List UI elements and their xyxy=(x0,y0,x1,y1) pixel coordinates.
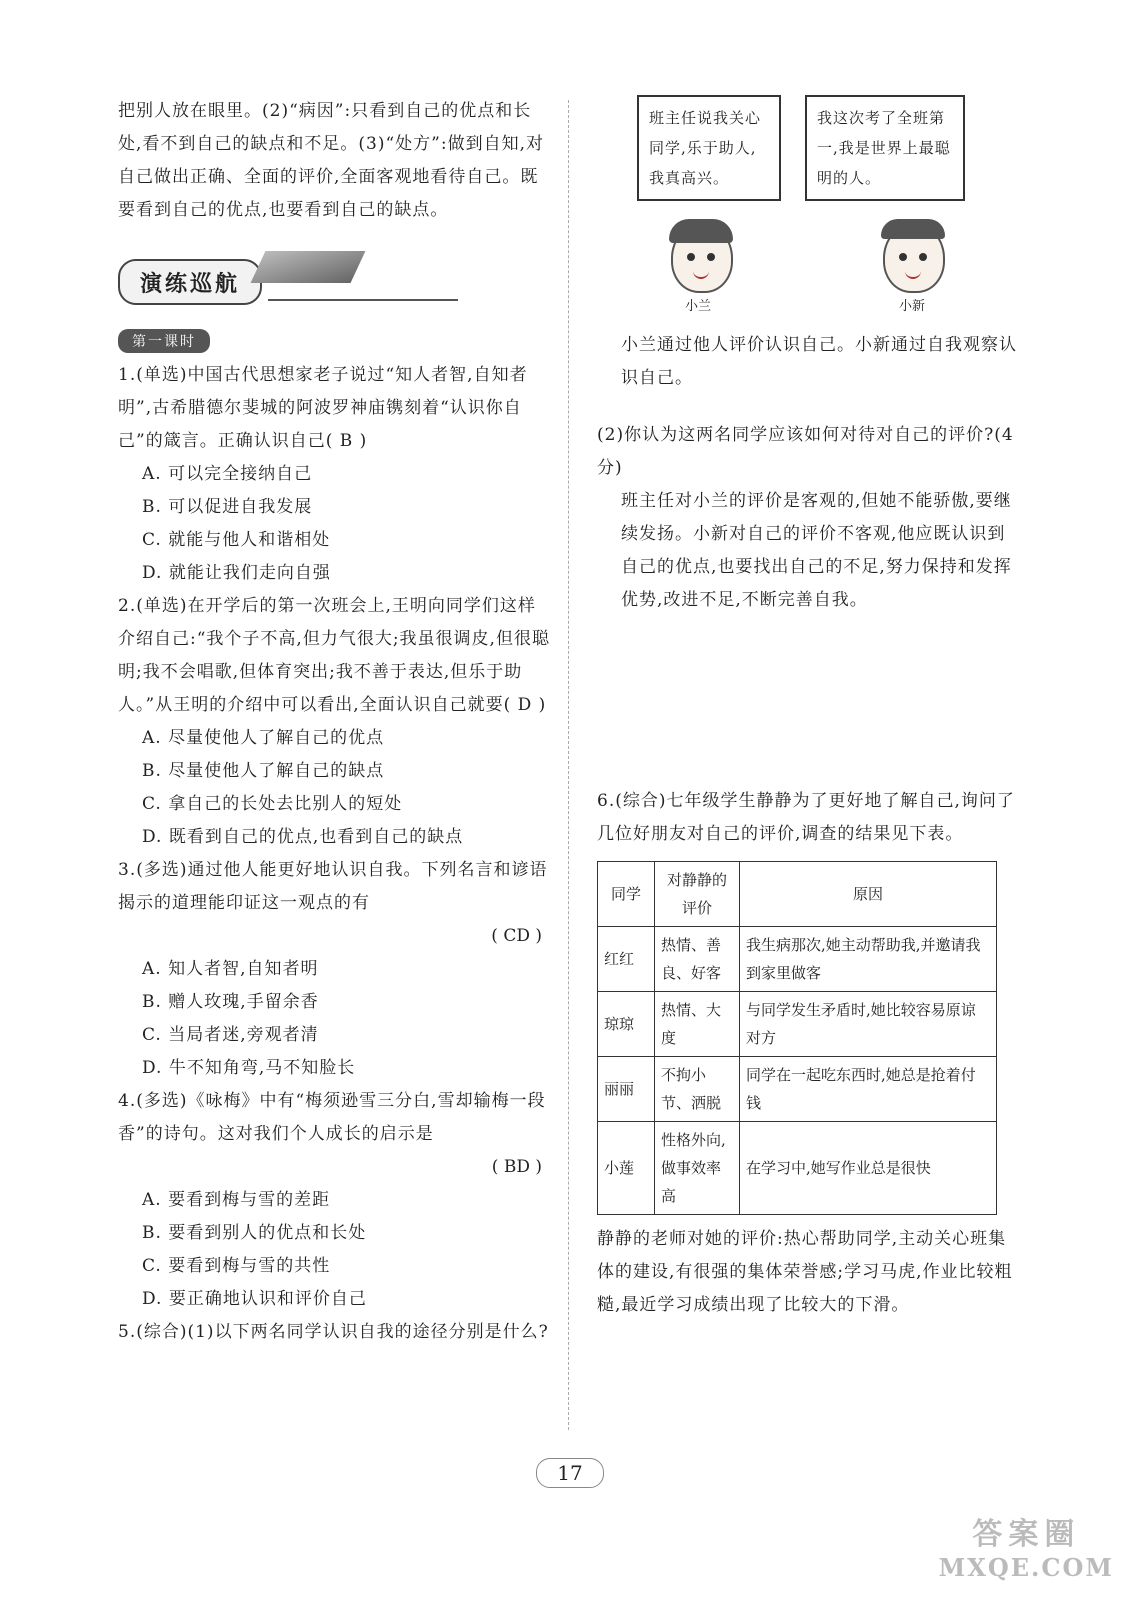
left-column xyxy=(118,95,550,1349)
option-c: C. 当局者迷,旁观者清 xyxy=(142,1025,319,1045)
cell-name: 小莲 xyxy=(598,1122,655,1215)
cell-name: 丽丽 xyxy=(598,1057,655,1122)
banner-underline xyxy=(268,299,458,301)
option-b: B. 要看到别人的优点和长处 xyxy=(142,1223,367,1243)
question-6: 6.(综合)七年级学生静静为了更好地了解自己,询问了几位好朋友对自己的评价,调查的结果见下表。 xyxy=(597,791,1015,844)
answer-5-1: 小兰通过他人评价认识自己。小新通过自我观察认识自己。 xyxy=(621,335,1017,388)
watermark-logo xyxy=(939,1509,1114,1582)
table-row xyxy=(598,927,997,992)
cell-reason: 我生病那次,她主动帮助我,并邀请我到家里做客 xyxy=(740,927,997,992)
intro-paragraph: 把别人放在眼里。(2)“病因”:只看到自己的优点和长处,看不到自己的缺点和不足。(3)“处方”:做到自知,对自己做出正确、全面的评价,全面客观地看待自己。既要看到自己的优点,也要看到自己的缺点。 xyxy=(118,101,544,220)
right-column xyxy=(597,95,1017,1322)
caption-xiaoxin: 小新 xyxy=(899,299,926,314)
cell-evaluation: 热情、善良、好客 xyxy=(655,927,740,992)
option-a: A. 要看到梅与雪的差距 xyxy=(142,1190,331,1210)
option-b: B. 尽量使他人了解自己的缺点 xyxy=(142,761,385,781)
option-a: A. 知人者智,自知者明 xyxy=(142,959,319,979)
cell-reason: 同学在一起吃东西时,她总是抢着付钱 xyxy=(740,1057,997,1122)
question-stem: 4.(多选)《咏梅》中有“梅须逊雪三分白,雪却输梅一段香”的诗句。这对我们个人成长的启示是 xyxy=(118,1091,546,1144)
table-row xyxy=(598,1057,997,1122)
evaluation-table xyxy=(597,861,997,1215)
teacher-evaluation: 静静的老师对她的评价:热心帮助同学,主动关心班集体的建设,有很强的集体荣誉感;学习马虎,作业比较粗糙,最近学习成绩出现了比较大的下滑。 xyxy=(597,1229,1013,1315)
question-stem: 2.(单选)在开学后的第一次班会上,王明向同学们这样介绍自己:“我个子不高,但力气很大;我虽很调皮,但很聪明;我不会唱歌,但体育突出;我不善于表达,但乐于助人。”从王明的介绍中可以看出,全面认识自己就要( D ) xyxy=(118,596,550,715)
cell-reason: 在学习中,她写作业总是很快 xyxy=(740,1122,997,1215)
boy-face-icon xyxy=(883,223,945,293)
section-banner xyxy=(118,251,550,313)
column-divider xyxy=(568,100,569,1430)
speech-bubble-xiaoxin: 我这次考了全班第一,我是世界上最聪明的人。 xyxy=(805,95,965,201)
option-b: B. 可以促进自我发展 xyxy=(142,497,313,517)
page-number-label: 17 xyxy=(536,1458,603,1488)
option-c: C. 就能与他人和谐相处 xyxy=(142,530,331,550)
cell-name: 红红 xyxy=(598,927,655,992)
banner-title: 演练巡航 xyxy=(118,259,262,305)
lesson-badge: 第一课时 xyxy=(118,329,210,353)
question-1 xyxy=(118,359,550,590)
option-a: A. 可以完全接纳自己 xyxy=(142,464,313,484)
caption-xiaolan: 小兰 xyxy=(685,299,712,314)
page-number xyxy=(0,1458,1140,1488)
option-c: C. 要看到梅与雪的共性 xyxy=(142,1256,331,1276)
cell-name: 琼琼 xyxy=(598,992,655,1057)
cell-evaluation: 不拘小节、洒脱 xyxy=(655,1057,740,1122)
option-d: D. 既看到自己的优点,也看到自己的缺点 xyxy=(142,827,464,847)
question-5: 5.(综合)(1)以下两名同学认识自我的途径分别是什么? xyxy=(118,1322,549,1342)
option-d: D. 要正确地认识和评价自己 xyxy=(142,1289,367,1309)
question-5-2: (2)你认为这两名同学应该如何对待对自己的评价?(4分) xyxy=(597,425,1014,478)
option-c: C. 拿自己的长处去比别人的短处 xyxy=(142,794,403,814)
question-4 xyxy=(118,1085,550,1316)
header-evaluation: 对静静的评价 xyxy=(655,862,740,927)
answer-bracket: ( CD ) xyxy=(491,926,542,946)
option-d: D. 牛不知角弯,马不知脸长 xyxy=(142,1058,356,1078)
cell-evaluation: 性格外向,做事效率高 xyxy=(655,1122,740,1215)
table-row xyxy=(598,992,997,1057)
answer-bracket: ( BD ) xyxy=(491,1157,542,1177)
answer-5-2: 班主任对小兰的评价是客观的,但她不能骄傲,要继续发扬。小新对自己的评价不客观,他应既认识到自己的优点,也要找出自己的不足,努力保持和发挥优势,改进不足,不断完善自我。 xyxy=(621,491,1012,610)
question-2 xyxy=(118,590,550,854)
question-stem: 3.(多选)通过他人能更好地认识自我。下列名言和谚语揭示的道理能印证这一观点的有 xyxy=(118,860,548,913)
watermark-text: 答案圈 xyxy=(972,1517,1081,1552)
option-b: B. 赠人玫瑰,手留余香 xyxy=(142,992,319,1012)
option-a: A. 尽量使他人了解自己的优点 xyxy=(142,728,385,748)
table-row xyxy=(598,1122,997,1215)
option-d: D. 就能让我们走向自强 xyxy=(142,563,331,583)
cell-reason: 与同学发生矛盾时,她比较容易原谅对方 xyxy=(740,992,997,1057)
watermark-url: MXQE.COM xyxy=(938,1553,1114,1582)
table-header-row xyxy=(598,862,997,927)
speech-bubble-xiaolan: 班主任说我关心同学,乐于助人,我真高兴。 xyxy=(637,95,781,201)
ship-icon xyxy=(251,251,366,283)
header-classmate: 同学 xyxy=(598,862,655,927)
cartoon-illustration xyxy=(597,95,1017,325)
question-3 xyxy=(118,854,550,1085)
question-stem: 1.(单选)中国古代思想家老子说过“知人者智,自知者明”,古希腊德尔斐城的阿波罗神庙镌刻着“认识你自己”的箴言。正确认识自己( B ) xyxy=(118,365,528,451)
girl-face-icon xyxy=(671,223,733,293)
cell-evaluation: 热情、大度 xyxy=(655,992,740,1057)
header-reason: 原因 xyxy=(740,862,997,927)
